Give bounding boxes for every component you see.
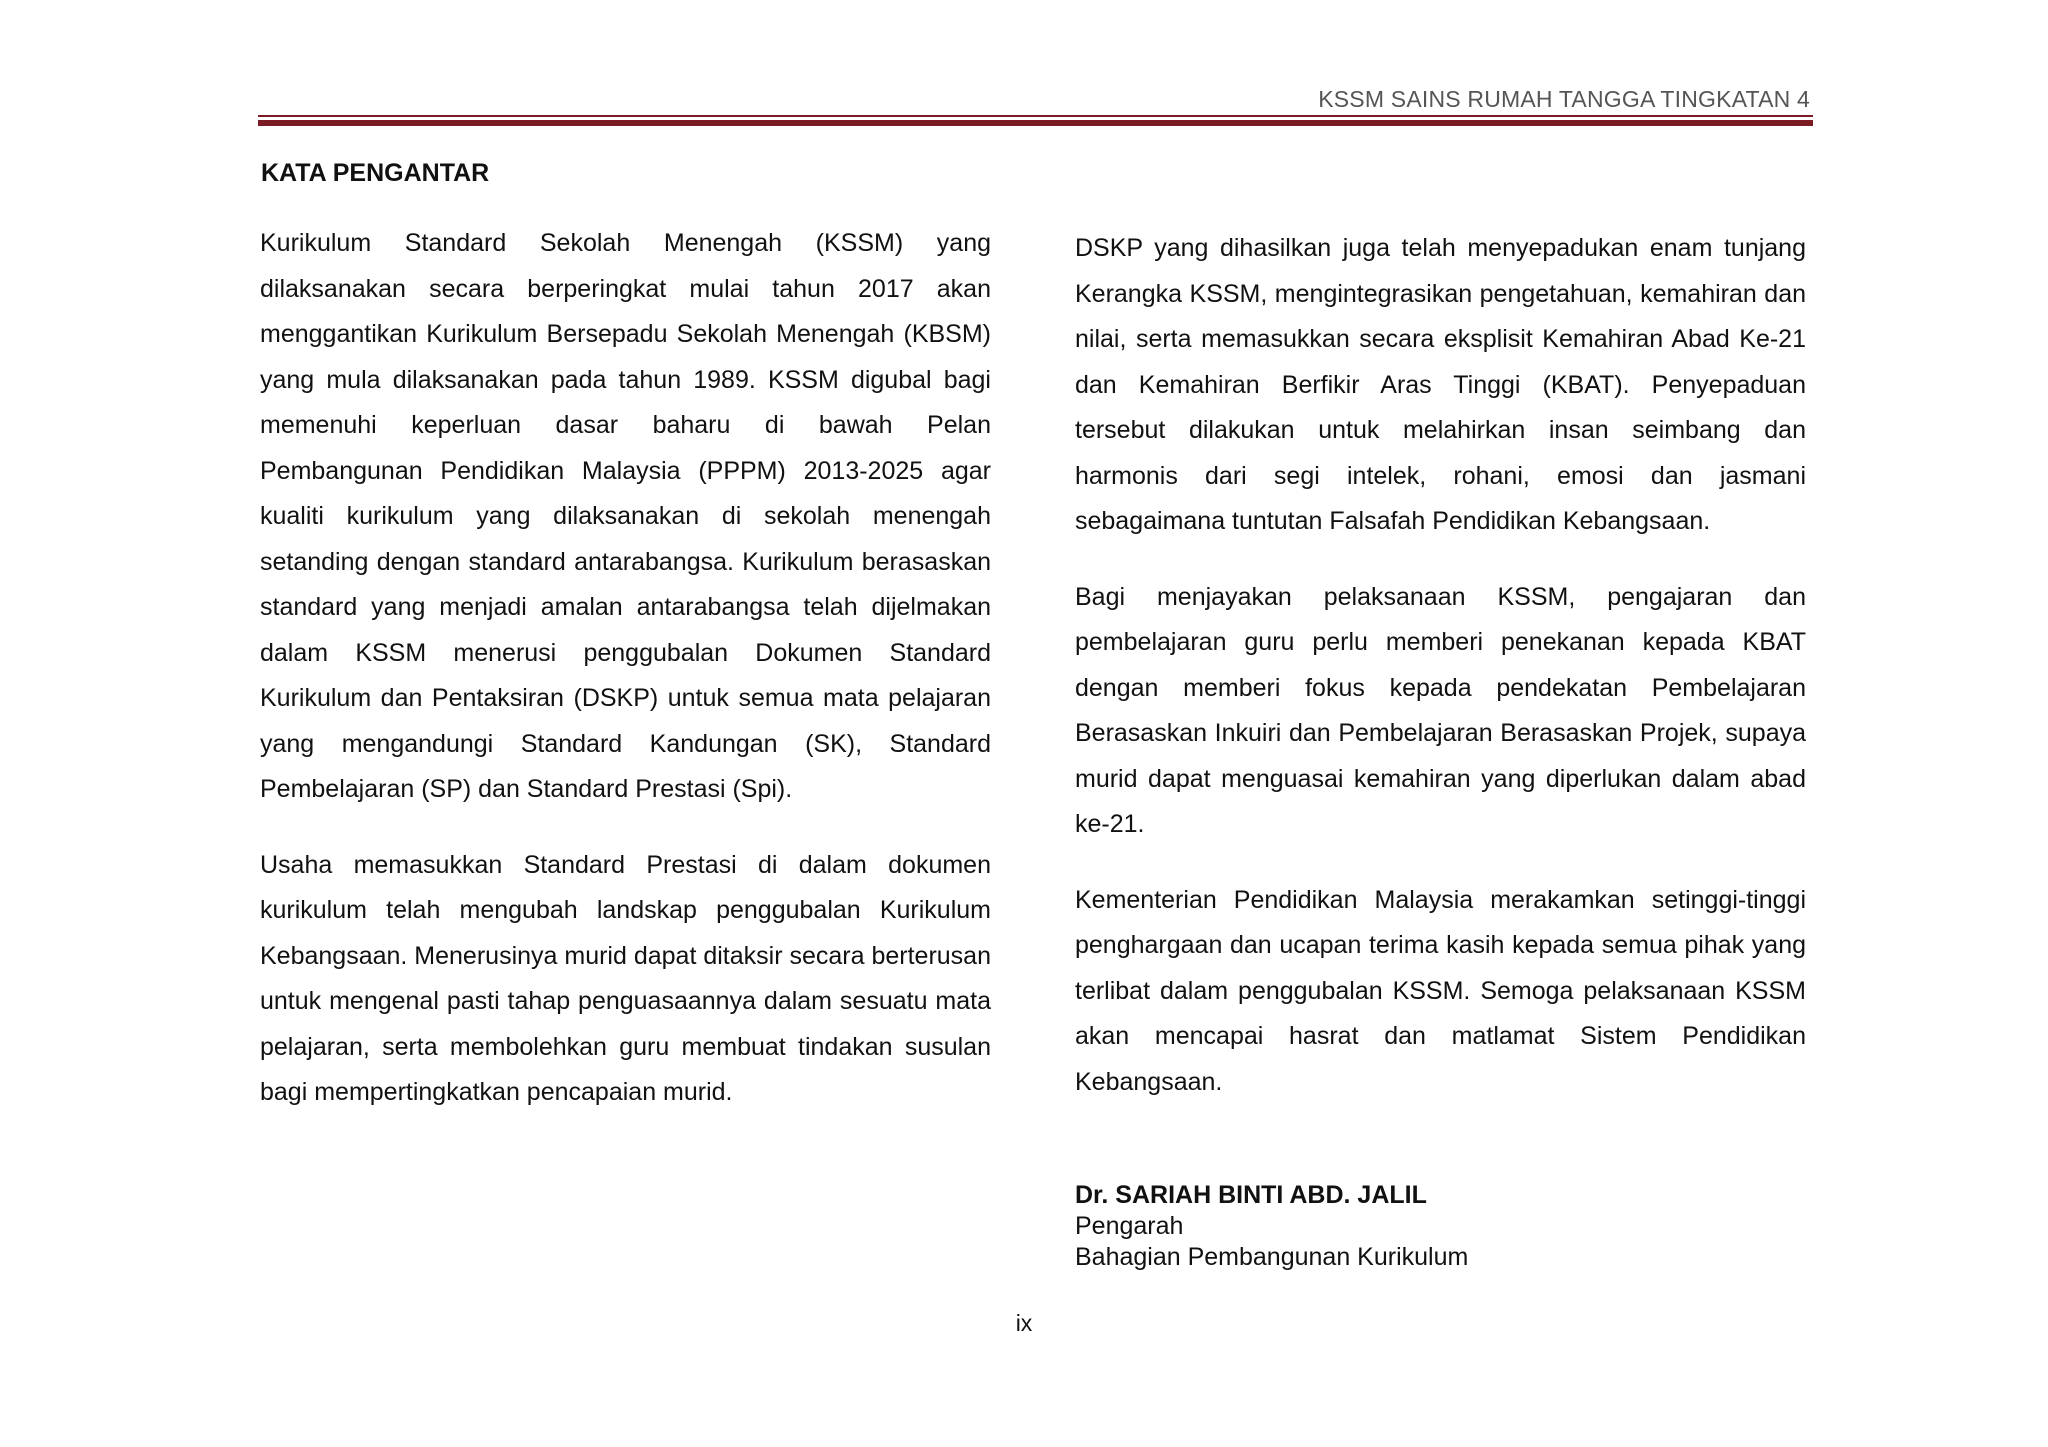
left-column [260,221,991,1116]
paragraph-right-2: Bagi menjayakan pelaksanaan KSSM, pengajaran dan pembelajaran guru perlu memberi penekanan kepada KBAT dengan memberi fokus kepada pendekatan Pembelajaran Berasaskan Inkuiri dan Pembelajaran Berasaskan Projek, supaya murid dapat menguasai kemahiran yang diperlukan dalam abad ke-21. [1075,582,1806,838]
paragraph-left-1: Kurikulum Standard Sekolah Menengah (KSSM) yang dilaksanakan secara berperingkat mulai tahun 2017 akan menggantikan Kurikulum Bersepadu Sekolah Menengah (KBSM) yang mula dilaksanakan pada tahun 1989. KSSM digubal bagi memenuhi keperluan dasar baharu di bawah Pelan Pembangunan Pendidikan Malaysia (PPPM) 2013-2025 agar kualiti kurikulum yang dilaksanakan di sekolah menengah setanding dengan standard antarabangsa. Kurikulum berasaskan standard yang menjadi amalan antarabangsa telah dijelmakan dalam KSSM menerusi penggubalan Dokumen Standard Kurikulum dan Pentaksiran (DSKP) untuk semua mata pelajaran yang mengandungi Standard Kandungan (SK), Standard Pembelajaran (SP) dan Standard Prestasi (Spi). [260,229,991,803]
signature-block [1075,1180,1468,1273]
running-header: KSSM SAINS RUMAH TANGGA TINGKATAN 4 [1318,86,1810,112]
section-title: KATA PENGANTAR [261,159,490,187]
signatory-name: Dr. SARIAH BINTI ABD. JALIL [1075,1181,1427,1209]
header-rule-thick [258,120,1813,126]
paragraph-right-1: DSKP yang dihasilkan juga telah menyepadukan enam tunjang Kerangka KSSM, mengintegrasikan pengetahuan, kemahiran dan nilai, serta memasukkan secara eksplisit Kemahiran Abad Ke-21 dan Kemahiran Berfikir Aras Tinggi (KBAT). Penyepaduan tersebut dilakukan untuk melahirkan insan seimbang dan harmonis dari segi intelek, rohani, emosi dan jasmani sebagaimana tuntutan Falsafah Pendidikan Kebangsaan. [1075,234,1806,535]
page-number: ix [1015,1310,1033,1336]
signatory-department: Bahagian Pembangunan Kurikulum [1075,1243,1469,1271]
right-column [1075,226,1806,1105]
paragraph-left-2: Usaha memasukkan Standard Prestasi di dalam dokumen kurikulum telah mengubah landskap penggubalan Kurikulum Kebangsaan. Menerusinya murid dapat ditaksir secara berterusan untuk mengenal pasti tahap penguasaannya dalam sesuatu mata pelajaran, serta membolehkan guru membuat tindakan susulan bagi mempertingkatkan pencapaian murid. [260,850,991,1106]
signatory-position: Pengarah [1075,1212,1184,1240]
paragraph-right-3: Kementerian Pendidikan Malaysia merakamkan setinggi-tinggi penghargaan dan ucapan terima kasih kepada semua pihak yang terlibat dalam penggubalan KSSM. Semoga pelaksanaan KSSM akan mencapai hasrat dan matlamat Sistem Pendidikan Kebangsaan. [1075,885,1806,1096]
header-rule-thin [258,115,1813,117]
